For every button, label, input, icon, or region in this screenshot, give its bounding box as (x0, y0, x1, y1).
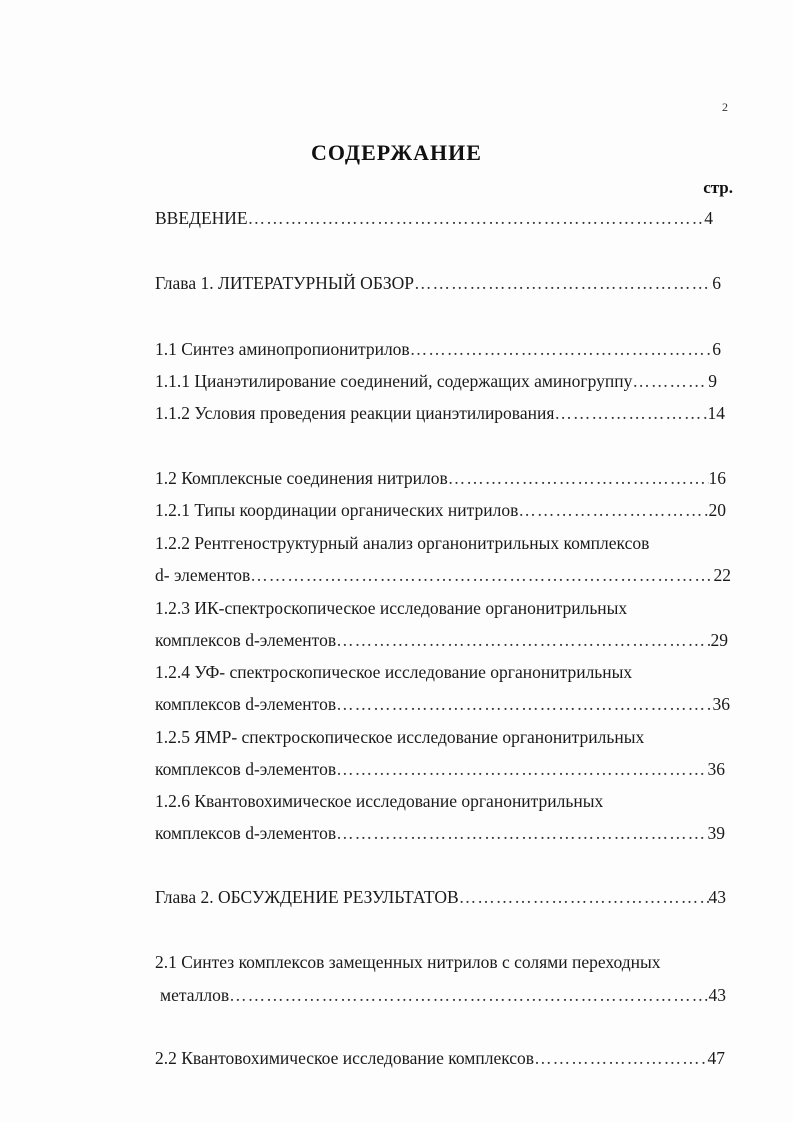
toc-entry-1-2 (155, 467, 726, 489)
toc-entry-title: Глава 1. ЛИТЕРАТУРНЫЙ ОБЗОР (155, 273, 415, 293)
toc-entry-1-1-1 (155, 370, 717, 392)
toc-entry-1-1-2 (155, 402, 725, 424)
toc-entry-page: 6 (712, 339, 721, 359)
toc-entry-1-2-3 (155, 629, 728, 651)
dot-leader (410, 338, 713, 360)
toc-entry-chapter-2 (155, 886, 726, 908)
toc-entry-page: 22 (713, 565, 731, 585)
toc-entry-page: 6 (712, 273, 721, 293)
dot-leader (250, 564, 713, 586)
toc-entry-1-2-5 (155, 758, 725, 780)
dot-leader (248, 207, 705, 229)
page-title: СОДЕРЖАНИЕ (311, 140, 482, 165)
toc-entry-title: комплексов d-элементов (155, 694, 337, 714)
toc-entry-page: 14 (707, 403, 725, 423)
toc-entry-1-2-6 (155, 822, 725, 844)
toc-entry-page: 39 (707, 823, 725, 843)
toc-entry-page: 43 (708, 887, 726, 907)
dot-leader (518, 499, 708, 521)
dot-leader (534, 1047, 707, 1069)
toc-entry-title: 1.2 Комплексные соединения нитрилов (155, 468, 448, 488)
toc-entry-page: 16 (708, 468, 726, 488)
toc-entry-page: 36 (712, 694, 730, 714)
page-number: 2 (722, 100, 728, 114)
toc-entry-1-2-5-line1: 1.2.5 ЯМР- спектроскопическое исследование органонитрильных (155, 727, 645, 747)
toc-entry-title: Глава 2. ОБСУЖДЕНИЕ РЕЗУЛЬТАТОВ (155, 887, 459, 907)
toc-entry-1-2-1 (155, 499, 726, 521)
toc-entry-2-1-line1: 2.1 Синтез комплексов замещенных нитрилов с солями переходных (155, 952, 661, 972)
toc-entry-page: 36 (707, 759, 725, 779)
dot-leader (632, 370, 708, 392)
dot-leader (229, 984, 708, 1006)
toc-entry-page: 29 (710, 630, 728, 650)
toc-entry-1-2-4 (155, 693, 730, 715)
page-column-label: стр. (703, 178, 733, 197)
toc-entry-title: комплексов d-элементов (155, 630, 337, 650)
toc-entry-1-2-6-line1: 1.2.6 Квантовохимическое исследование органонитрильных (155, 791, 604, 811)
toc-entry-1-2-2-line1: 1.2.2 Рентгеноструктурный анализ органонитрильных комплексов (155, 533, 650, 553)
toc-entry-page: 9 (708, 371, 717, 391)
dot-leader (336, 693, 712, 715)
toc-entry-title: ВВЕДЕНИЕ (155, 208, 248, 228)
toc-entry-1-2-2 (155, 564, 731, 586)
toc-entry-page: 20 (708, 500, 726, 520)
dot-leader (554, 402, 707, 424)
dot-leader (459, 886, 709, 908)
toc-entry-title: 1.1 Синтез аминопропионитрилов (155, 339, 410, 359)
toc-entry-title: 1.1.2 Условия проведения реакции цианэтилирования (155, 403, 555, 423)
toc-entry-1-2-3-line1: 1.2.3 ИК-спектроскопическое исследование органонитрильных (155, 598, 628, 618)
toc-entry-title: 2.2 Квантовохимическое исследование комплексов (155, 1048, 535, 1068)
dot-leader (336, 629, 710, 651)
toc-entry-title: комплексов d-элементов (155, 823, 337, 843)
toc-entry-1-1 (155, 338, 721, 360)
dot-leader (448, 467, 709, 489)
dot-leader (336, 758, 707, 780)
toc-entry-1-2-4-line1: 1.2.4 УФ- спектроскопическое исследование органонитрильных (155, 662, 633, 682)
toc-entry-2-1 (160, 984, 726, 1006)
toc-entry-2-2 (155, 1047, 725, 1069)
toc-entry-title: d- элементов (155, 565, 251, 585)
toc-entry-page: 4 (704, 208, 713, 228)
toc-entry-page: 43 (708, 985, 726, 1005)
dot-leader (336, 822, 707, 844)
toc-entry-title: комплексов d-элементов (155, 759, 337, 779)
toc-entry-title: металлов (160, 985, 230, 1005)
dot-leader (414, 272, 712, 294)
toc-entry-chapter-1 (155, 272, 721, 294)
toc-entry-title: 1.1.1 Цианэтилирование соединений, содержащих аминогруппу (155, 371, 633, 391)
toc-entry-page: 47 (707, 1048, 725, 1068)
toc-entry-intro (155, 207, 713, 229)
toc-entry-title: 1.2.1 Типы координации органических нитрилов (155, 500, 519, 520)
